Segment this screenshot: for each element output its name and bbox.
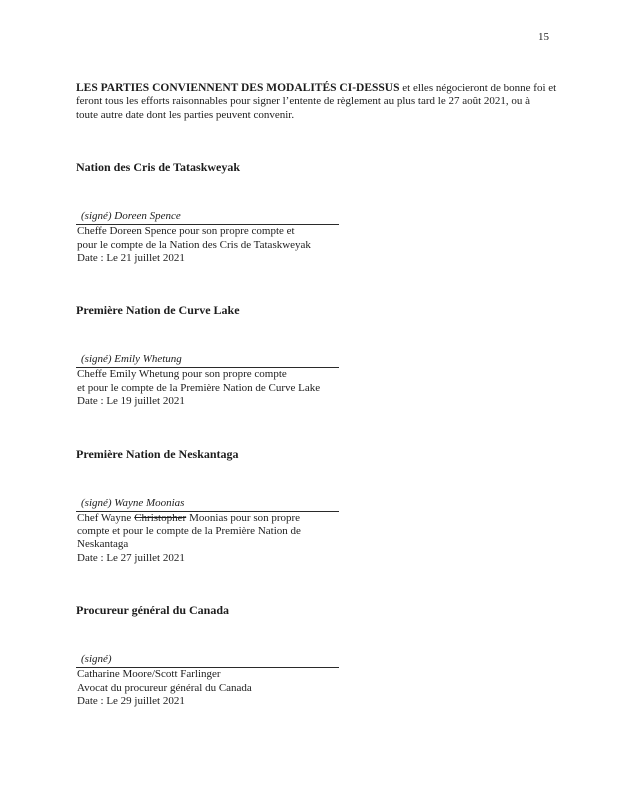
signature-date: Date : Le 19 juillet 2021 xyxy=(77,395,185,408)
signature-text: (signé) Emily Whetung xyxy=(81,353,182,366)
party-name: Première Nation de Neskantaga xyxy=(76,446,239,461)
caption-text: Moonias pour son propre xyxy=(189,511,301,524)
signer-caption-line: et pour le compte de la Première Nation de Curve Lake xyxy=(77,381,321,394)
signer-caption-line: Avocat du procureur général du Canada xyxy=(77,681,252,694)
signature-block-tataskweyak xyxy=(76,160,549,265)
signature-text: (signé) Doreen Spence xyxy=(81,210,181,223)
clause-line: toute autre date dont les parties peuvent convenir. xyxy=(76,108,295,121)
signer-caption-line: Cheffe Emily Whetung pour son propre compte xyxy=(77,368,287,381)
struck-name: Christopher xyxy=(134,511,187,524)
signature-block-curve-lake xyxy=(76,303,549,408)
signature-text: (signé) Wayne Moonias xyxy=(81,496,185,509)
signature-block-neskantaga xyxy=(76,447,549,566)
signer-caption-line: Cheffe Doreen Spence pour son propre compte et xyxy=(77,225,295,238)
signature-date: Date : Le 27 juillet 2021 xyxy=(77,551,185,564)
signature-line xyxy=(76,497,339,512)
caption-text: Chef Wayne xyxy=(77,511,132,524)
signature-block-attorney-general xyxy=(76,603,549,708)
signer-caption-line: compte et pour le compte de la Première Nation de xyxy=(77,525,301,538)
signature-line xyxy=(76,353,339,368)
party-name: Première Nation de Curve Lake xyxy=(76,303,240,318)
clause-text: et elles négocieront de bonne foi et xyxy=(399,82,557,94)
signer-caption-line xyxy=(77,512,549,525)
signer-caption-line: pour le compte de la Nation des Cris de Tataskweyak xyxy=(77,238,311,251)
party-name: Nation des Cris de Tataskweyak xyxy=(76,160,241,175)
signature-line xyxy=(76,210,339,225)
clause-line xyxy=(76,82,557,95)
signature-date: Date : Le 29 juillet 2021 xyxy=(77,695,185,708)
page-number: 15 xyxy=(538,31,549,43)
signer-caption-line: Catharine Moore/Scott Farlinger xyxy=(77,668,221,681)
signature-line xyxy=(76,653,339,668)
signer-caption-line: Neskantaga xyxy=(77,538,129,551)
agreement-clause xyxy=(76,82,557,122)
clause-line: feront tous les efforts raisonnables pour signer l’entente de règlement au plus tard le 27 août 2021, ou à xyxy=(76,95,531,108)
signature-text: (signé) xyxy=(81,653,112,666)
clause-lead-bold: LES PARTIES CONVIENNENT DES MODALITÉS CI-DESSUS xyxy=(76,82,400,94)
signature-date: Date : Le 21 juillet 2021 xyxy=(77,252,185,265)
party-name: Procureur général du Canada xyxy=(76,603,230,618)
